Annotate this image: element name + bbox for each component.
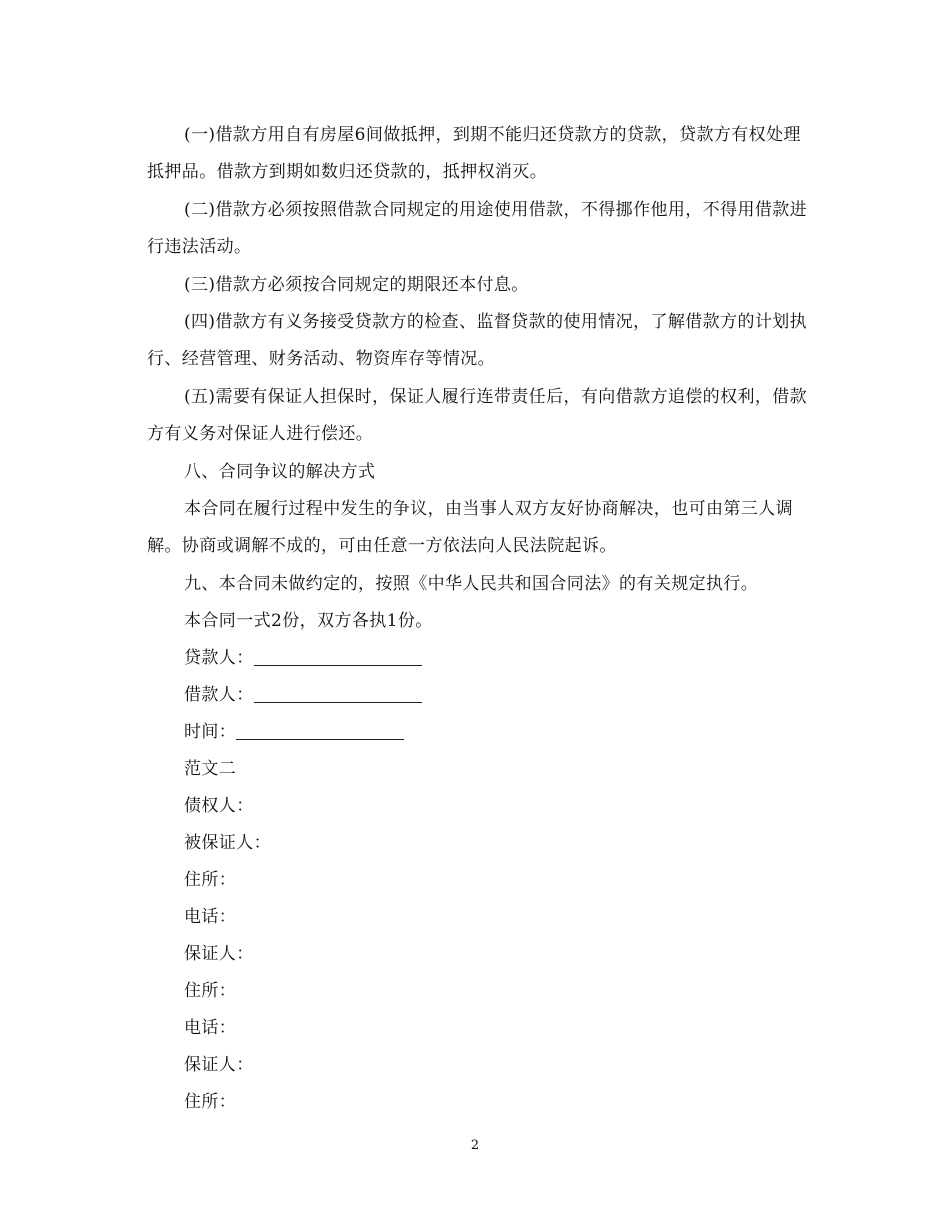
paragraph-unspecified: 九、本合同未做约定的，按照《中华人民共和国合同法》的有关规定执行。	[184, 574, 759, 594]
paragraph-inspection: (四)借款方有义务接受贷款方的检查、监督贷款的使用情况，了解借款方的计划执行、经营管理、财务活动、物资库存等情况。	[147, 312, 808, 369]
signature-borrower-line	[254, 684, 422, 703]
section2-title: 范文二	[184, 759, 237, 779]
heading-dispute: 八、合同争议的解决方式	[184, 462, 376, 482]
paragraph-copies: 本合同一式2份，双方各执1份。	[184, 611, 433, 631]
signature-lender-line	[254, 647, 422, 666]
signature-date-line	[236, 721, 404, 740]
guarantor-label-2: 保证人：	[184, 1055, 254, 1075]
paragraph-usage: (二)借款方必须按照借款合同规定的用途使用借款，不得挪作他用，不得用借款进行违法活动。	[147, 200, 808, 257]
paragraph-mortgage: (一)借款方用自有房屋6间做抵押，到期不能归还贷款方的贷款，贷款方有权处理抵押品。借款方到期如数归还贷款的，抵押权消灭。	[147, 125, 801, 182]
guarantor-label-1: 保证人：	[184, 944, 254, 964]
signature-date	[147, 714, 812, 750]
phone-label-1: 电话：	[184, 907, 237, 927]
signature-lender	[147, 640, 812, 676]
signature-borrower-label: 借款人：	[184, 685, 254, 705]
signature-borrower	[147, 677, 812, 713]
address-label-3: 住所：	[184, 1092, 237, 1112]
signature-date-label: 时间：	[184, 722, 237, 742]
paragraph-guarantor: (五)需要有保证人担保时，保证人履行连带责任后，有向借款方追偿的权利，借款方有义务对保证人进行偿还。	[147, 387, 808, 444]
phone-label-2: 电话：	[184, 1018, 237, 1038]
paragraph-dispute: 本合同在履行过程中发生的争议，由当事人双方友好协商解决，也可由第三人调解。协商或调解不成的，可由任意一方依法向人民法院起诉。	[147, 499, 793, 556]
page-number: 2	[470, 1138, 480, 1153]
guaranteed-label: 被保证人：	[184, 833, 271, 853]
paragraph-repayment: (三)借款方必须按合同规定的期限还本付息。	[184, 275, 529, 295]
document-body	[147, 117, 812, 1121]
address-label-1: 住所：	[184, 870, 237, 890]
address-label-2: 住所：	[184, 981, 237, 1001]
signature-lender-label: 贷款人：	[184, 648, 254, 668]
creditor-label: 债权人：	[184, 796, 254, 816]
